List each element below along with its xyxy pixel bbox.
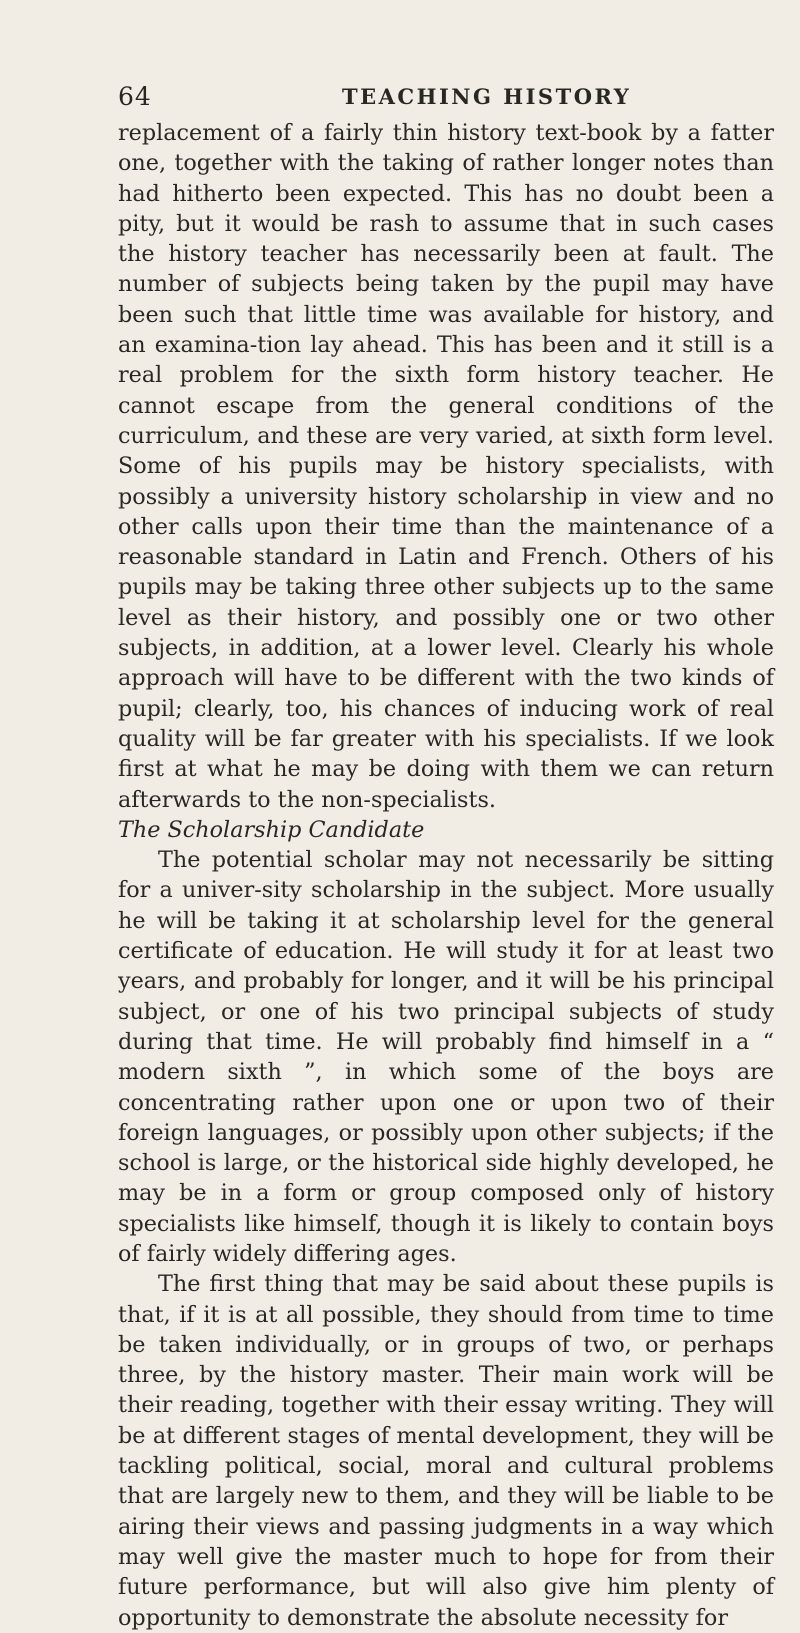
- running-title: TEACHING HISTORY: [342, 84, 632, 109]
- section-heading: The Scholarship Candidate: [118, 816, 425, 843]
- body-text: [118, 118, 774, 1633]
- running-head: [118, 82, 774, 112]
- page-number: 64: [118, 82, 152, 111]
- paragraph-1: replacement of a fairly thin history text-book by a fatter one, together with the taking of rather longer notes than had hitherto been expected. This has no doubt been a pity, but it would be rash to assume that in such cases the history teacher has necessarily been at fault. The number of subjects being taken by the pupil may have been such that little time was available for history, and an examina-tion lay ahead. This has been and it still is a real problem for the sixth form history teacher. He cannot escape from the general conditions of the curriculum, and these are very varied, at sixth form level. Some of his pupils may be history specialists, with possibly a university history scholarship in view and no other calls upon their time than the maintenance of a reasonable standard in Latin and French. Others of his pupils may be taking three other subjects up to the same level as their history, and possibly one or two other subjects, in addition, at a lower level. Clearly his whole approach will have to be different with the two kinds of pupil; clearly, too, his chances of inducing work of real quality will be far greater with his specialists. If we look first at what he may be doing with them we can return afterwards to the non-specialists.: [118, 120, 774, 813]
- paragraph-3: The first thing that may be said about these pupils is that, if it is at all possible, they should from time to time be taken individually, or in groups of two, or perhaps three, by the history master. Their main work will be their reading, together with their essay writing. They will be at different stages of mental development, they will be tackling political, social, moral and cultural problems that are largely new to them, and they will be liable to be airing their views and passing judgments in a way which may well give the master much to hope for from their future performance, but will also give him plenty of opportunity to demonstrate the absolute necessity for: [118, 1271, 774, 1631]
- paragraph-2: The potential scholar may not necessarily be sitting for a univer-sity scholarship in the subject. More usually he will be taking it at scholarship level for the general certificate of education. He will study it for at least two years, and probably for longer, and it will be his principal subject, or one of his two principal subjects of study during that time. He will probably find himself in a “ modern sixth ”, in which some of the boys are concentrating rather upon one or upon two of their foreign languages, or possibly upon other subjects; if the school is large, or the historical side highly developed, he may be in a form or group composed only of history specialists like himself, though it is likely to contain boys of fairly widely differing ages.: [118, 847, 774, 1267]
